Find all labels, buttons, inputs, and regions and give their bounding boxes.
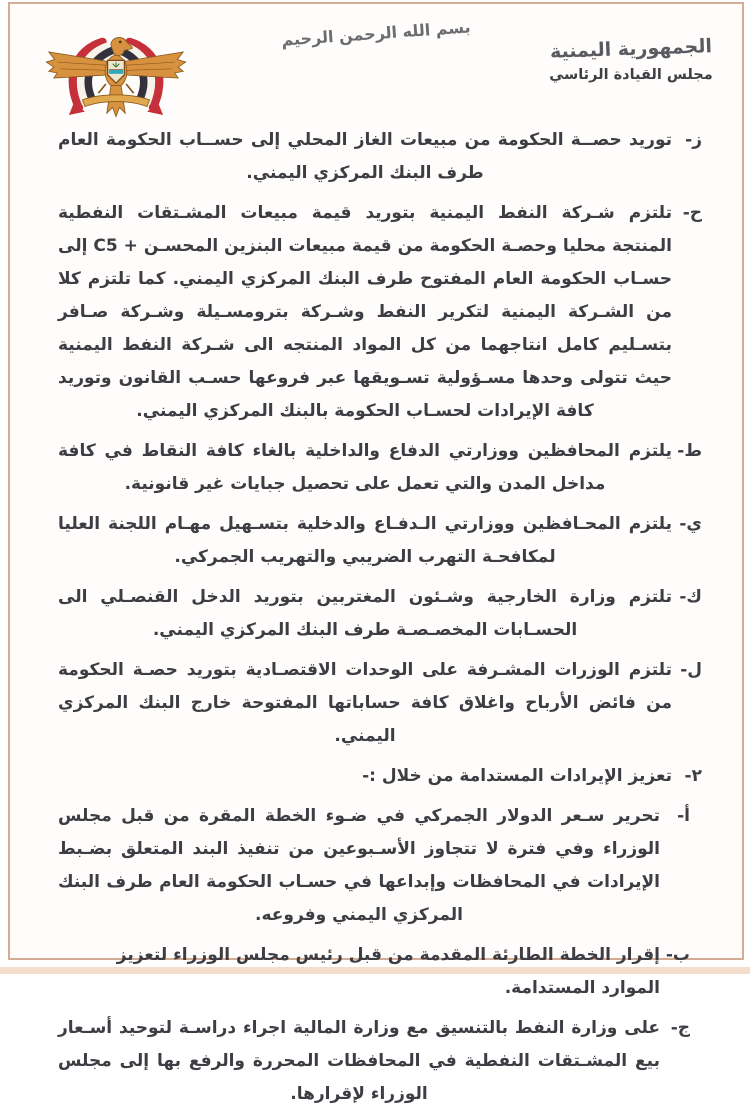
item-marker: ج- [660, 1012, 690, 1111]
item-ha [58, 197, 702, 428]
item-marker: ب- [660, 939, 690, 1005]
item-marker: ط- [672, 435, 702, 501]
item-text: يلتزم المحـافظين ووزارتي الـدفـاع والدخلية بتسـهيل مهـام اللجنة العليا لمكافحـة التهرب الضريبي والتهريب الجمركي. [58, 508, 672, 574]
item-marker: ل- [672, 654, 702, 753]
item-2 [58, 760, 702, 793]
yemen-coat-of-arms-icon [32, 18, 200, 128]
item-jeem [58, 1012, 702, 1111]
item-lam [58, 654, 702, 753]
item-za [58, 124, 702, 190]
item-text: إقرار الخطة الطارئة المقدمة من قبل رئيس مجلس الوزراء لتعزيز الموارد المستدامة. [58, 939, 660, 1005]
item-kaf [58, 581, 702, 647]
item-alef [58, 800, 702, 932]
item-text: تلتزم شـركة النفط اليمنية بتوريد قيمة مبيعات المشـتقات النفطية المنتجة محليا وحصـة الحكومة من قيمة مبيعات البنزين المحسـن + C5 إلى حسـاب الحكومة العام المفتوح طرف البنك المركزي اليمني. كما تلتزم كلا من الشـركة اليمنية لتكرير النفط وشـركة بترومسـيلة وشـركة صـافر بتسـليم كامل انتاجهما من كل المواد المنتجه الى شـركة النفط اليمنية حيث تتولى وحدها مسـؤولية تسـويقها عبر فروعها حسـب القانون وتوريد كافة الإيرادات لحسـاب الحكومة بالبنك المركزي اليمني. [58, 197, 672, 428]
council-subtitle: مجلس القيادة الرئاسي [536, 67, 726, 83]
item-ya [58, 508, 702, 574]
item-ta [58, 435, 702, 501]
letterhead [536, 38, 726, 83]
item-text: على وزارة النفط بالتنسيق مع وزارة المالية اجراء دراسـة لتوحيد أسـعار بيع المشـتقات النفطية في المحافظات المحررة والرفع بها إلى مجلس الوزراء لإقرارها. [58, 1012, 660, 1111]
item-marker: ك- [672, 581, 702, 647]
item-text: توريد حصــة الحكومة من مبيعات الغاز المحلي إلى حســاب الحكومة العام طرف البنك المركزي اليمني. [58, 124, 672, 190]
item-marker: أ- [660, 800, 690, 932]
item-text: تلتزم الوزرات المشـرفة على الوحدات الاقتصـادية بتوريد حصـة الحكومة من فائض الأرباح واغلاق كافة حساباتها المفتوحة خارج البنك المركزي اليمني. [58, 654, 672, 753]
item-marker: ز- [672, 124, 702, 190]
item-marker: ح- [672, 197, 702, 428]
bismillah-calligraphy: بسم الله الرحمن الرحيم [281, 17, 471, 49]
item-text: تعزيز الإيرادات المستدامة من خلال :- [58, 760, 672, 793]
document-page [8, 2, 744, 960]
item-marker: ٢- [672, 760, 702, 793]
republic-title: الجمهورية اليمنية [536, 35, 727, 64]
yemen-emblem [32, 18, 200, 128]
item-text: يلتزم المحافظين ووزارتي الدفاع والداخلية بالغاء كافة النقاط في كافة مداخل المدن والتي تعمل على تحصيل جبايات غير قانونية. [58, 435, 672, 501]
item-text: تلتزم وزارة الخارجية وشـئون المغتربين بتوريد الدخل القنصـلي الى الحسـابات المخصـصـة طرف البنك المركزي اليمني. [58, 581, 672, 647]
item-marker: ي- [672, 508, 702, 574]
item-text: تحرير سـعر الدولار الجمركي في ضـوء الخطة المقرة من قبل مجلس الوزراء وفي فترة لا تتجاوز الأسـبوعين من تنفيذ البند المتعلق بضـبط الإيرادات في المحافظات وإبداعها في حسـاب الحكومة العام طرف البنك المركزي اليمني وفروعه. [58, 800, 660, 932]
scan-edge [0, 967, 750, 974]
